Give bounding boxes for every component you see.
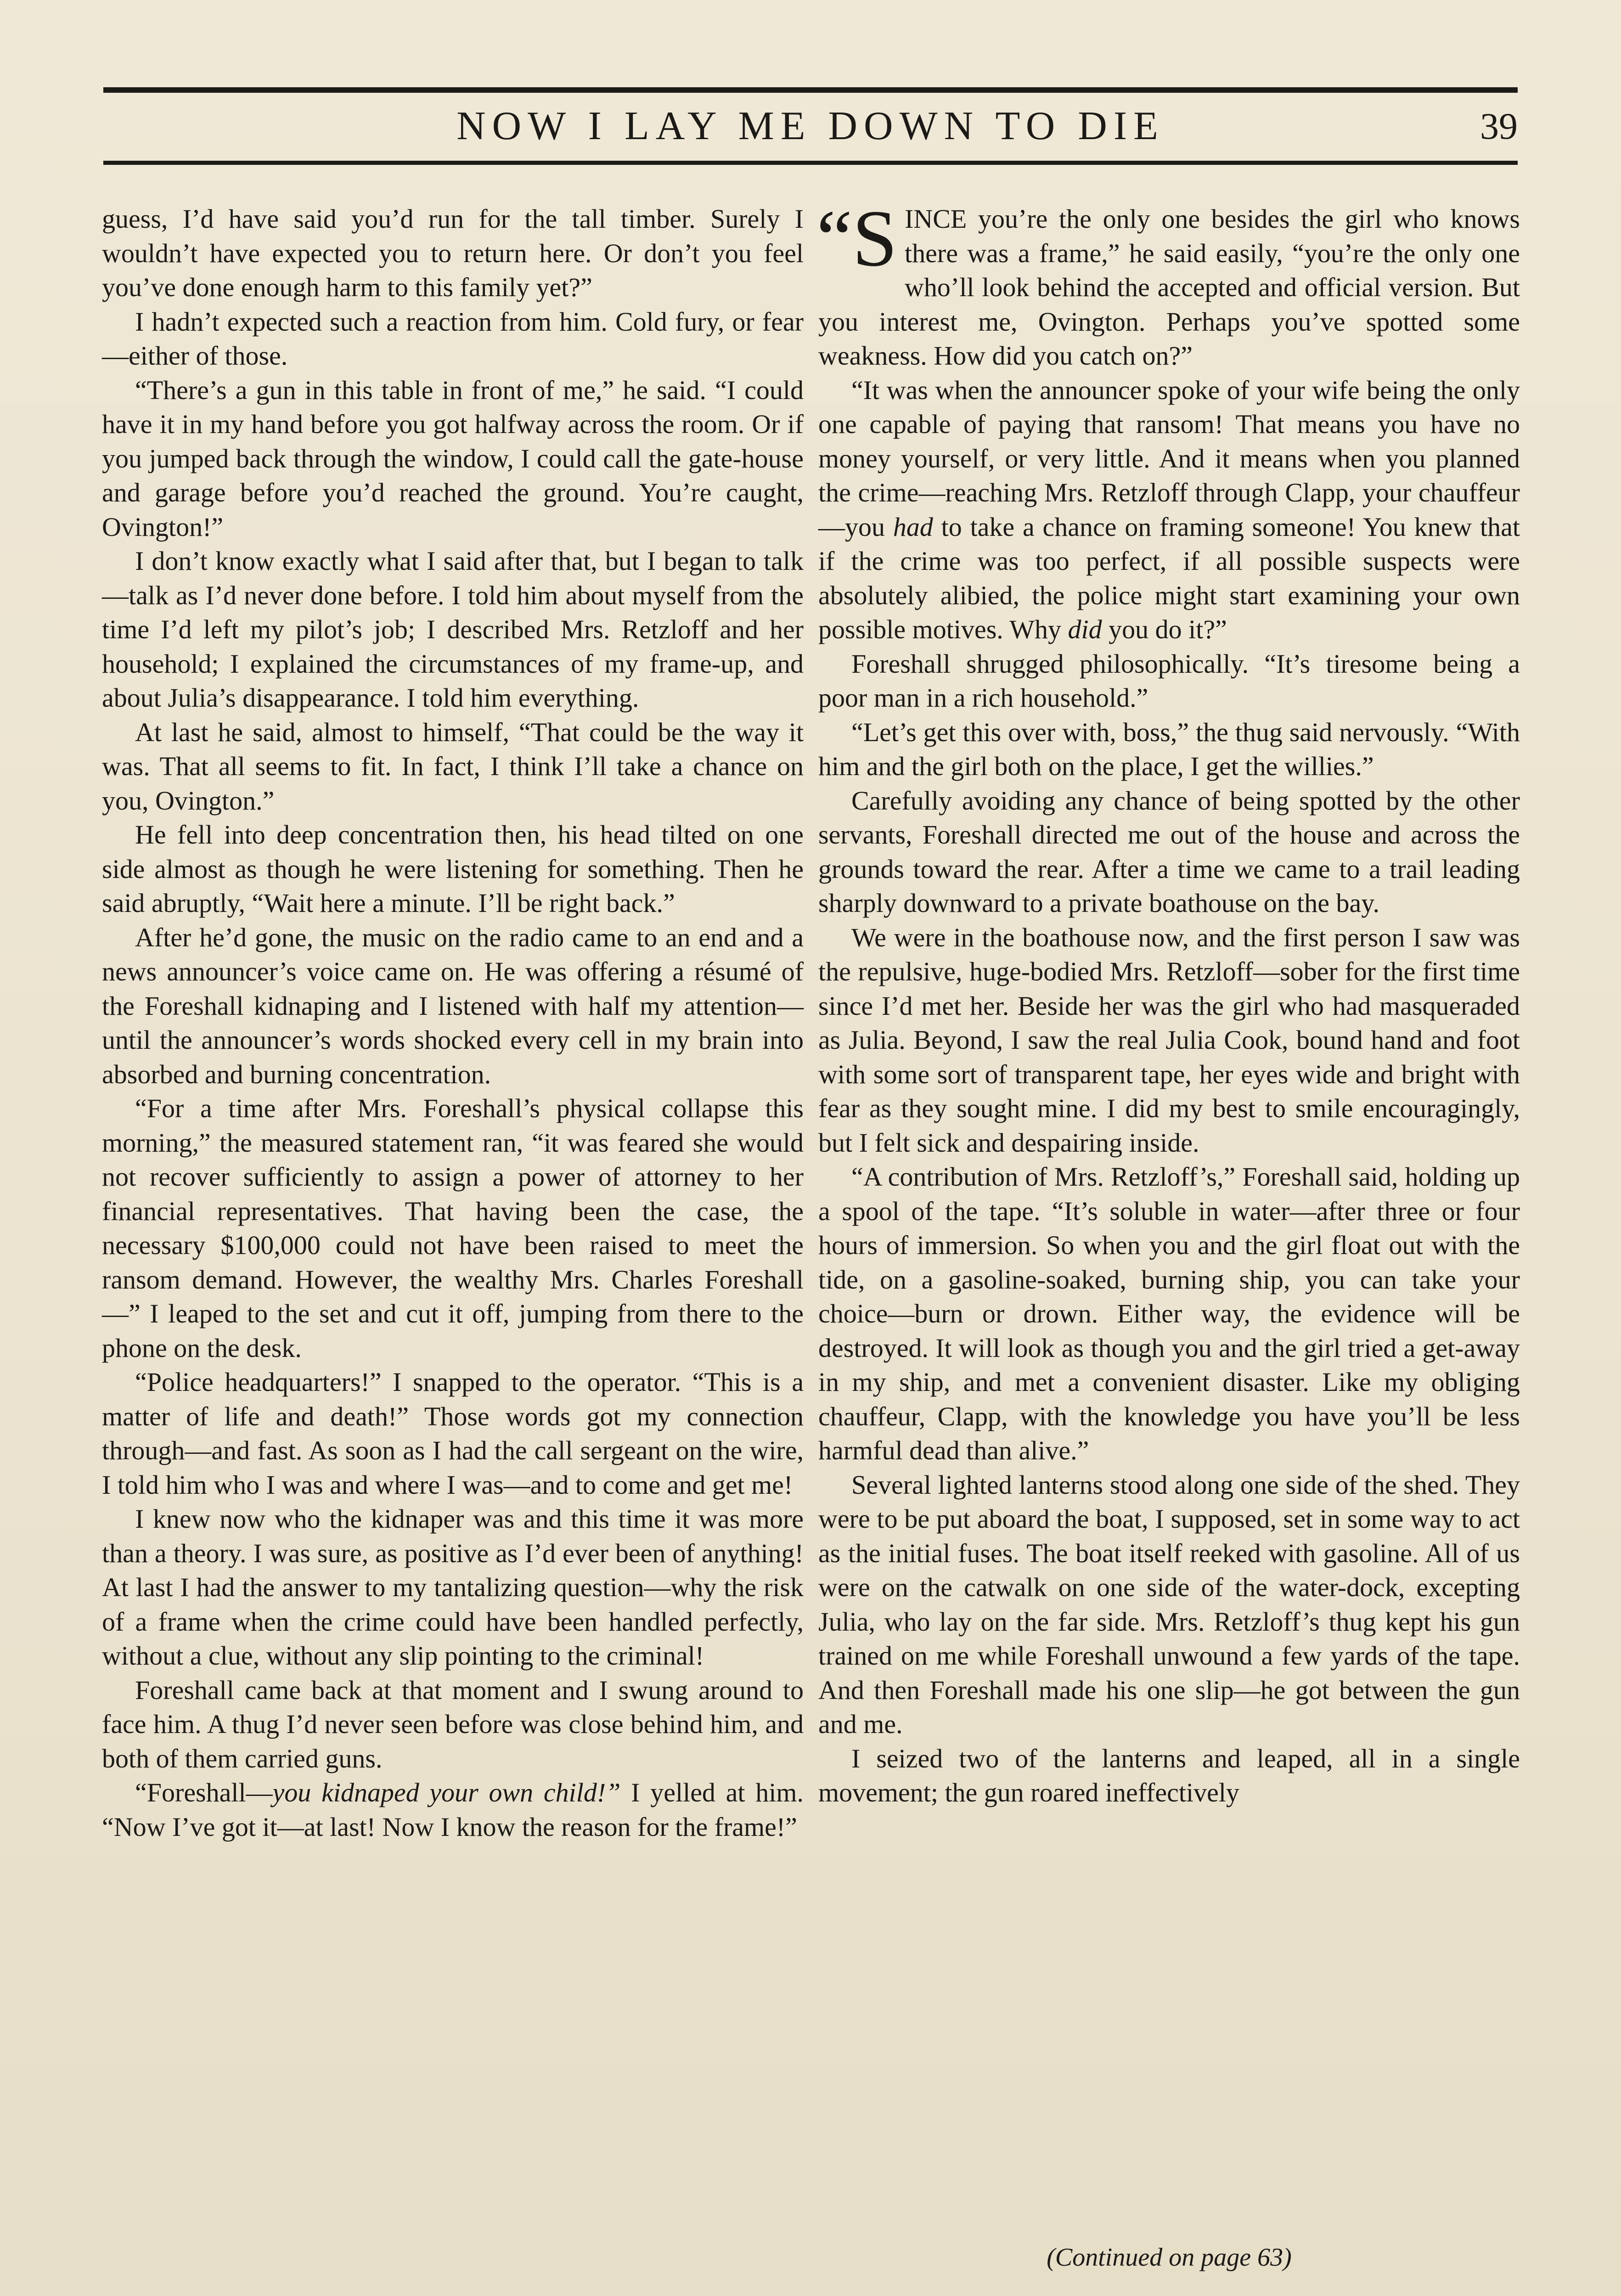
paragraph: guess, I’d have said you’d run for the tall timber. Surely I wouldn’t have expected you to return here. Or don’t you feel you’ve done enough harm to this family yet?”: [102, 204, 804, 302]
paragraph: “Police headquarters!” I snapped to the operator. “This is a matter of life and death!” Those words got my connection through—and fast. As soon as I had the call sergeant on the wire, I told him who I was and where I was—and to come and get me!: [102, 1367, 804, 1500]
text-span: “Foreshall—: [135, 1778, 273, 1807]
opening-paragraph: [816, 194, 1520, 373]
paragraph: I seized two of the lanterns and leaped, all in a single movement; the gun roared ineffectively: [818, 1743, 1520, 1807]
paragraph: I don’t know exactly what I said after that, but I began to talk—talk as I’d never done before. I told him about myself from the time I’d left my pilot’s job; I described Mrs. Retzloff and her household; I explained the circumstances of my frame-up, and about Julia’s disappearance. I told him everything.: [102, 546, 804, 713]
paragraph: [102, 1776, 804, 1844]
text-span: to take a chance on framing someone! You knew that if the crime was too perfect, if all possible suspects were absolutely alibied, the police might start examining your own possible motives. Why: [818, 512, 1520, 644]
paragraph: Foreshall came back at that moment and I swung around to face him. A thug I’d never seen before was close behind him, and both of them carried guns.: [102, 1675, 804, 1773]
text-span: you do it?”: [1102, 614, 1227, 644]
paragraph: At last he said, almost to himself, “That could be the way it was. That all seems to fit. In fact, I think I’ll take a chance on you, Ovington.”: [102, 717, 804, 816]
italic-text: did: [1068, 614, 1102, 644]
text-span: I yelled at him. “Now I’ve got it—at last! Now I know the reason for the frame!”: [102, 1778, 804, 1842]
paragraph: “For a time after Mrs. Foreshall’s physical collapse this morning,” the measured statement ran, “it was feared she would not recover sufficiently to assign a power of attorney to her financial representatives. That having been the case, the necessary $100,000 could not have been raised to meet the ransom demand. However, the wealthy Mrs. Charles Foreshall—” I leaped to the set and cut it off, jumping from there to the phone on the desk.: [102, 1093, 804, 1363]
paragraph: Carefully avoiding any chance of being spotted by the other servants, Foreshall directed me out of the house and across the grounds toward the rear. After a time we came to a trail leading sharply downward to a private boathouse on the bay.: [818, 785, 1520, 918]
opening-quote: “: [816, 194, 853, 283]
continued-note: (Continued on page 63): [1047, 2243, 1292, 2272]
page-number: 39: [1480, 105, 1518, 147]
italic-text: had: [893, 512, 933, 542]
header-rule-bottom: [103, 161, 1518, 165]
paragraph: He fell into deep concentration then, his head tilted on one side almost as though he were listening for something. Then he said abruptly, “Wait here a minute. I’ll be right back.”: [102, 820, 804, 918]
paragraph: [818, 373, 1520, 647]
drop-cap: [816, 194, 898, 283]
text-span: “It was when the announcer spoke of your wife being the only one capable of paying that ransom! That means you have no money yourself, or very little. And it means when you planned the crime—reaching Mrs. Retzloff through Clapp, your chauffeur—you: [818, 375, 1520, 542]
paragraph: “There’s a gun in this table in front of me,” he said. “I could have it in my hand before you got halfway across the room. Or if you jumped back through the window, I could call the gate-house and garage before you’d reached the ground. You’re caught, Ovington!”: [102, 375, 804, 542]
paragraph: Several lighted lanterns stood along one side of the shed. They were to be put aboard the boat, I supposed, set in some way to act as the initial fuses. The boat itself reeked with gasoline. All of us were on the catwalk on one side of the water-dock, excepting Julia, who lay on the far side. Mrs. Retzloff’s thug kept his gun trained on me while Foreshall unwound a few yards of the tape. And then Foreshall made his one slip—he got between the gun and me.: [818, 1469, 1520, 1739]
left-column: [102, 202, 804, 1844]
paragraph: “A contribution of Mrs. Retzloff’s,” Foreshall said, holding up a spool of the tape. “It’s soluble in water—after three or four hours of immersion. So when you and the girl float out with the tide, on a gasoline-soaked, burning ship, you can take your choice—burn or drown. Either way, the evidence will be destroyed. It will look as though you and the girl tried a get-away in my ship, and met a convenient disaster. Like my obliging chauffeur, Clapp, with the knowledge you have you’ll be less harmful dead than alive.”: [818, 1162, 1520, 1465]
running-title: NOW I LAY ME DOWN TO DIE: [456, 104, 1165, 148]
italic-text: you kidnaped your own child!”: [272, 1778, 621, 1807]
paragraph: We were in the boathouse now, and the first person I saw was the repulsive, huge-bodied Mrs. Retzloff—sober for the first time since I’d met her. Beside her was the girl who had masqueraded as Julia. Beyond, I saw the real Julia Cook, bound hand and foot with some sort of transparent tape, her eyes wide and bright with fear as they sought mine. I did my best to smile encouragingly, but I felt sick and despairing inside.: [818, 922, 1520, 1158]
paragraph: After he’d gone, the music on the radio came to an end and a news announcer’s voice came on. He was offering a résumé of the Foreshall kidnaping and I listened with half my attention—until the announcer’s words shocked every cell in my brain into absorbed and burning concentration.: [102, 922, 804, 1089]
paragraph: I hadn’t expected such a reaction from him. Cold fury, or fear—either of those.: [102, 306, 804, 371]
text-span: INCE you’re the only one besides the girl who knows there was a frame,” he said easily, “you’re the only one who’ll look behind the accepted and official version. But you interest me, Ovington. Perhaps you’ve spotted some weakness. How did you catch on?”: [818, 204, 1520, 371]
right-column: [816, 194, 1520, 1810]
drop-cap-letter: S: [852, 194, 898, 283]
paragraph: I knew now who the kidnaper was and this time it was more than a theory. I was sure, as positive as I’d ever been of anything! At last I had the answer to my tantalizing question—why the risk of a frame when the crime could have been handled perfectly, without a clue, without any slip pointing to the criminal!: [102, 1504, 804, 1671]
paragraph: “Let’s get this over with, boss,” the thug said nervously. “With him and the girl both on the place, I get the willies.”: [818, 717, 1520, 781]
header-rule-top: [103, 87, 1518, 93]
paragraph: Foreshall shrugged philosophically. “It’s tiresome being a poor man in a rich household.”: [818, 648, 1520, 713]
